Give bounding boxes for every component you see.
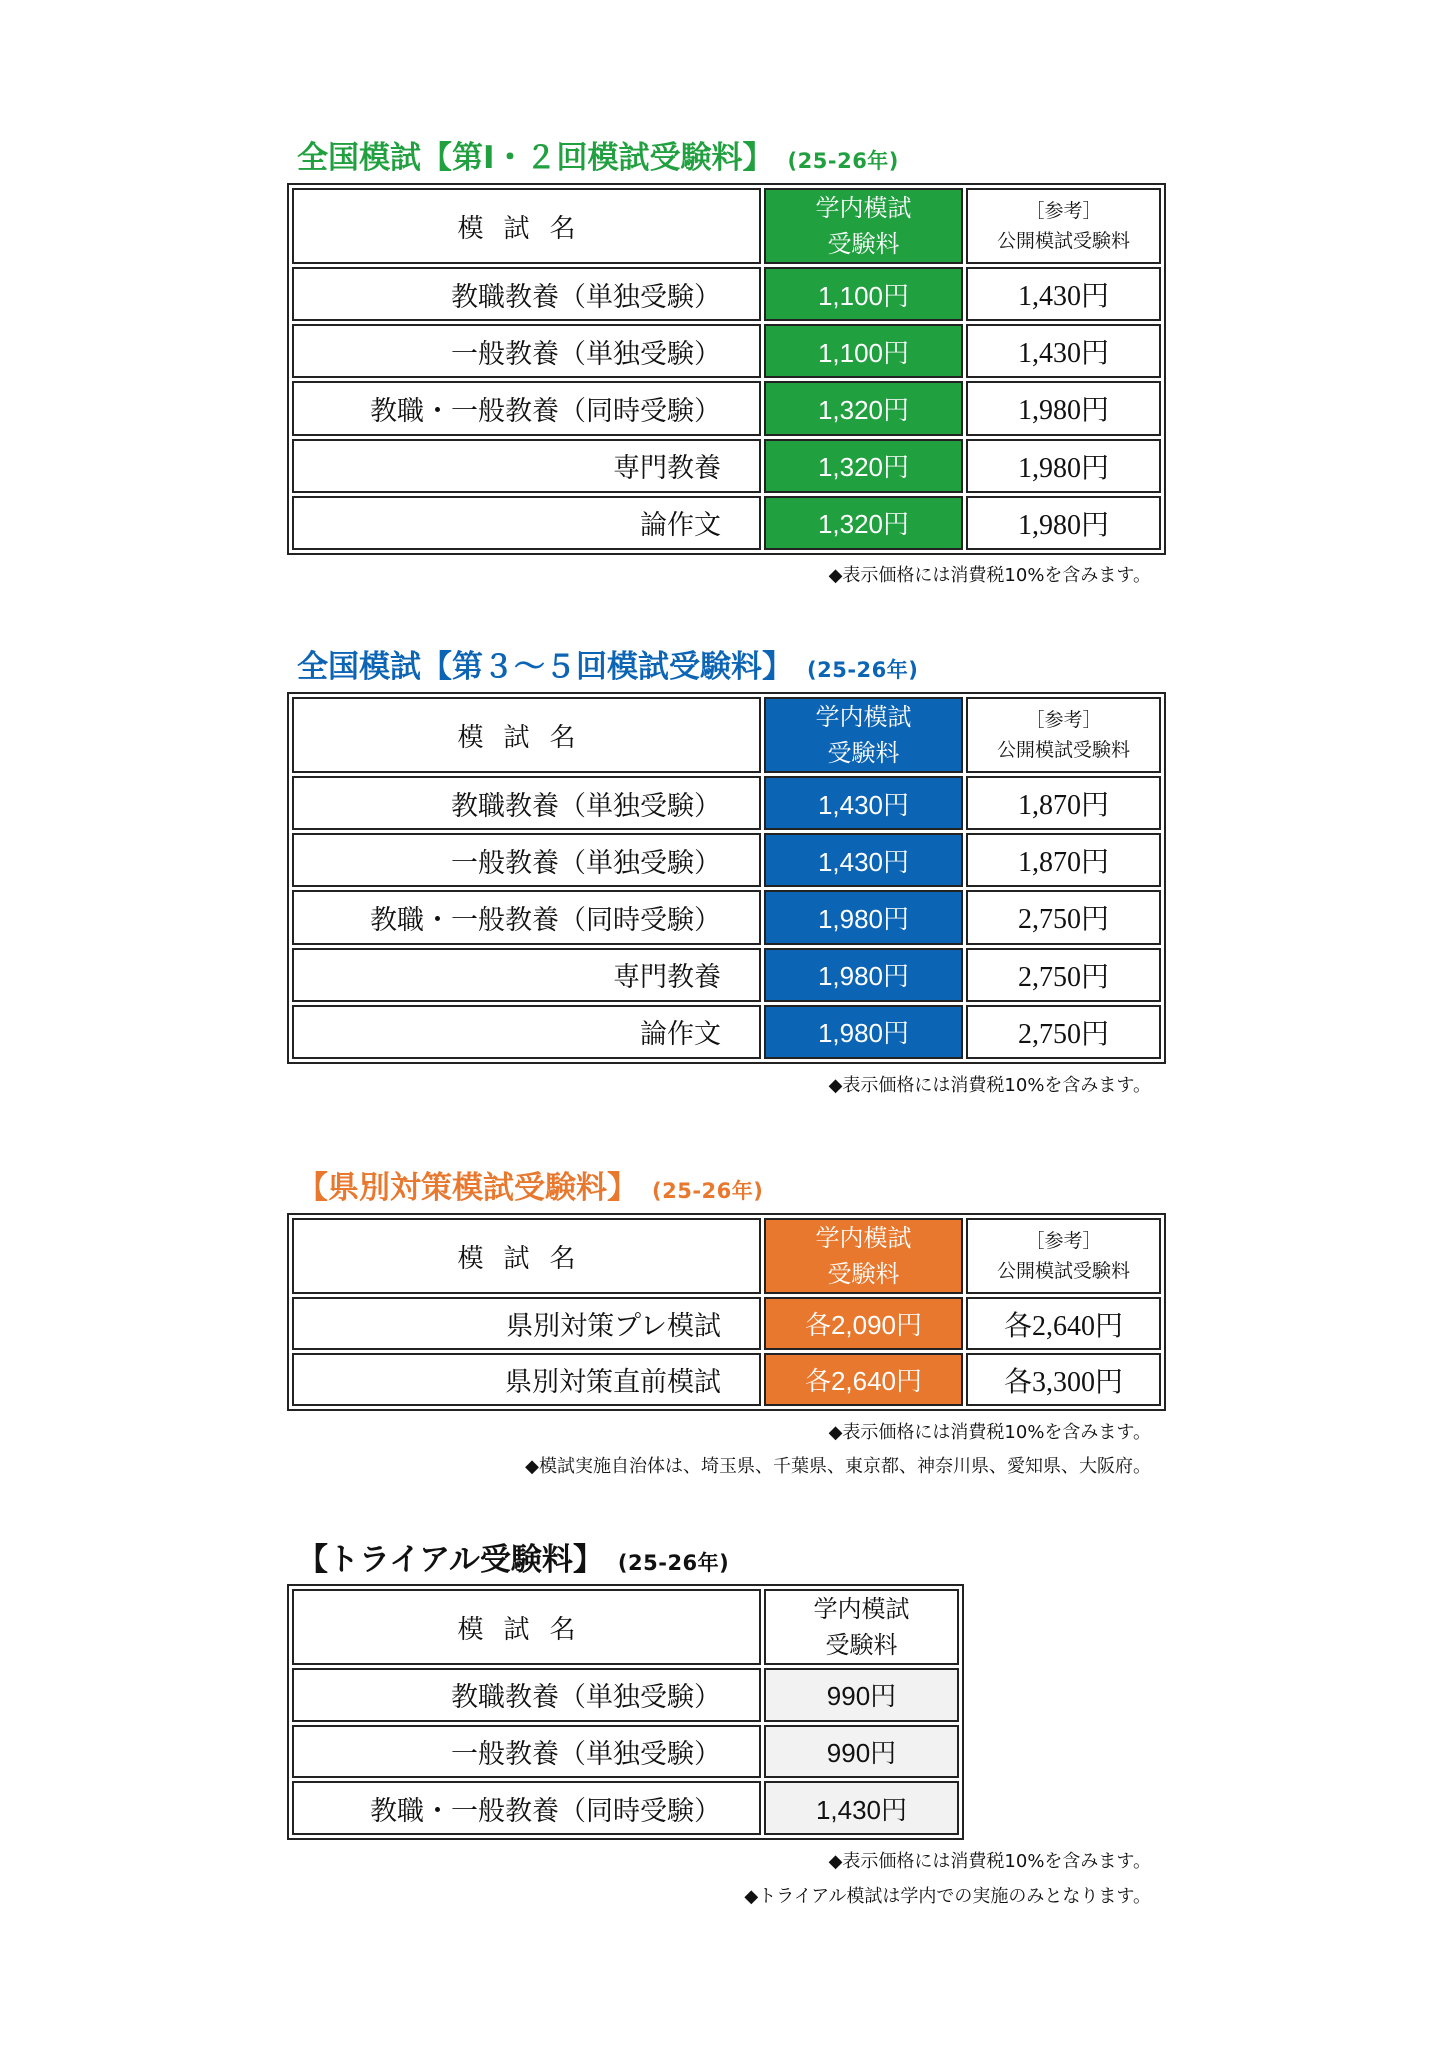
- exam-name: 教職・一般教養（同時受験）: [292, 890, 761, 944]
- school-fee: 1,430円: [764, 833, 963, 887]
- school-fee: 990円: [764, 1668, 959, 1722]
- table-row: [292, 776, 1161, 830]
- header-school-fee-line2: 受験料: [825, 1631, 898, 1659]
- header-school-fee: [764, 1218, 963, 1294]
- section-1-title-text: 全国模試【第Ⅰ・２回模試受験料】: [297, 140, 774, 176]
- table-header-row: [292, 1589, 959, 1665]
- exam-name: 一般教養（単独受験）: [292, 833, 761, 887]
- section-1-year: (25-26年): [787, 149, 899, 173]
- reference-fee: 各3,300円: [966, 1353, 1161, 1406]
- reference-fee: 各2,640円: [966, 1297, 1161, 1350]
- header-reference-fee: [966, 1218, 1161, 1294]
- table-row: [292, 1725, 959, 1779]
- table-row: [292, 948, 1161, 1002]
- reference-fee: 2,750円: [966, 890, 1161, 944]
- header-school-fee: [764, 697, 963, 773]
- school-fee: 各2,640円: [764, 1353, 963, 1406]
- school-fee: 1,980円: [764, 890, 963, 944]
- tax-note: ◆表示価格には消費税10%を含みます。: [828, 565, 1151, 586]
- exam-name: 教職教養（単独受験）: [292, 267, 761, 321]
- table-row: [292, 439, 1161, 493]
- municipality-note: ◆模試実施自治体は、埼玉県、千葉県、東京都、神奈川県、愛知県、大阪府。: [525, 1456, 1151, 1477]
- exam-name: 教職教養（単独受験）: [292, 776, 761, 830]
- header-ref-line1: ［参考］: [1025, 709, 1102, 731]
- header-ref-line2: 公開模試受験料: [996, 1260, 1130, 1282]
- exam-name: 教職教養（単独受験）: [292, 1668, 761, 1722]
- table-row: [292, 1005, 1161, 1059]
- table-row: [292, 381, 1161, 435]
- table-row: [292, 324, 1161, 378]
- table-row: [292, 1781, 959, 1835]
- header-school-fee-line1: 学内模試: [815, 1224, 912, 1252]
- exam-name: 一般教養（単独受験）: [292, 1725, 761, 1779]
- header-ref-line1: ［参考］: [1025, 200, 1102, 222]
- table-row: [292, 496, 1161, 550]
- reference-fee: 1,870円: [966, 833, 1161, 887]
- header-school-fee-line2: 受験料: [827, 739, 900, 767]
- trial-note: ◆トライアル模試は学内での実施のみとなります。: [744, 1886, 1151, 1907]
- header-exam-name: 模試名: [292, 1589, 761, 1665]
- exam-name: 専門教養: [292, 948, 761, 1002]
- reference-fee: 1,980円: [966, 381, 1161, 435]
- tax-note: ◆表示価格には消費税10%を含みます。: [828, 1075, 1151, 1096]
- header-ref-line1: ［参考］: [1025, 1230, 1102, 1252]
- school-fee: 1,320円: [764, 381, 963, 435]
- header-exam-name: 模試名: [292, 188, 761, 264]
- exam-name: 県別対策プレ模試: [292, 1297, 761, 1350]
- school-fee: 1,320円: [764, 496, 963, 550]
- exam-name: 教職・一般教養（同時受験）: [292, 1781, 761, 1835]
- exam-name: 県別対策直前模試: [292, 1353, 761, 1406]
- header-school-fee-line1: 学内模試: [813, 1595, 910, 1623]
- school-fee: 1,100円: [764, 267, 963, 321]
- exam-name: 一般教養（単独受験）: [292, 324, 761, 378]
- reference-fee: 2,750円: [966, 1005, 1161, 1059]
- exam-name: 専門教養: [292, 439, 761, 493]
- section-4-fee-table: [287, 1584, 964, 1840]
- table-row: [292, 890, 1161, 944]
- header-school-fee-line2: 受験料: [827, 230, 900, 258]
- school-fee: 各2,090円: [764, 1297, 963, 1350]
- header-school-fee-line1: 学内模試: [815, 703, 912, 731]
- header-school-fee-line1: 学内模試: [815, 194, 912, 222]
- header-school-fee: [764, 188, 963, 264]
- table-row: [292, 267, 1161, 321]
- header-ref-line2: 公開模試受験料: [996, 230, 1130, 252]
- reference-fee: 1,980円: [966, 439, 1161, 493]
- header-exam-name: 模試名: [292, 1218, 761, 1294]
- header-ref-line2: 公開模試受験料: [996, 739, 1130, 761]
- header-reference-fee: [966, 697, 1161, 773]
- section-3-year: (25-26年): [652, 1179, 764, 1203]
- header-reference-fee: [966, 188, 1161, 264]
- school-fee: 1,430円: [764, 1781, 959, 1835]
- exam-name: 論作文: [292, 496, 761, 550]
- section-3-fee-table: [287, 1213, 1166, 1411]
- section-3-title: [297, 1168, 763, 1211]
- table-header-row: [292, 1218, 1161, 1294]
- exam-name: 教職・一般教養（同時受験）: [292, 381, 761, 435]
- table-row: [292, 833, 1161, 887]
- table-header-row: [292, 697, 1161, 773]
- reference-fee: 1,430円: [966, 324, 1161, 378]
- section-1-fee-table: [287, 183, 1166, 555]
- table-header-row: [292, 188, 1161, 264]
- section-3-title-text: 【県別対策模試受験料】: [297, 1170, 638, 1206]
- header-school-fee-line2: 受験料: [827, 1260, 900, 1288]
- tax-note: ◆表示価格には消費税10%を含みます。: [828, 1422, 1151, 1443]
- reference-fee: 2,750円: [966, 948, 1161, 1002]
- header-school-fee: [764, 1589, 959, 1665]
- section-2-title-text: 全国模試【第３～５回模試受験料】: [297, 649, 793, 685]
- school-fee: 1,980円: [764, 948, 963, 1002]
- table-row: [292, 1668, 959, 1722]
- reference-fee: 1,870円: [966, 776, 1161, 830]
- section-2-year: (25-26年): [807, 658, 919, 682]
- reference-fee: 1,430円: [966, 267, 1161, 321]
- header-exam-name: 模試名: [292, 697, 761, 773]
- school-fee: 1,980円: [764, 1005, 963, 1059]
- section-4-title-text: 【トライアル受験料】: [297, 1542, 604, 1578]
- section-2-title: [297, 647, 918, 690]
- section-4-title: [297, 1540, 729, 1583]
- school-fee: 1,430円: [764, 776, 963, 830]
- school-fee: 1,100円: [764, 324, 963, 378]
- section-4-year: (25-26年): [617, 1551, 730, 1575]
- tax-note: ◆表示価格には消費税10%を含みます。: [828, 1851, 1151, 1872]
- school-fee: 990円: [764, 1725, 959, 1779]
- reference-fee: 1,980円: [966, 496, 1161, 550]
- section-2-fee-table: [287, 692, 1166, 1064]
- exam-name: 論作文: [292, 1005, 761, 1059]
- school-fee: 1,320円: [764, 439, 963, 493]
- table-row: [292, 1353, 1161, 1406]
- table-row: [292, 1297, 1161, 1350]
- section-1-title: [297, 138, 899, 181]
